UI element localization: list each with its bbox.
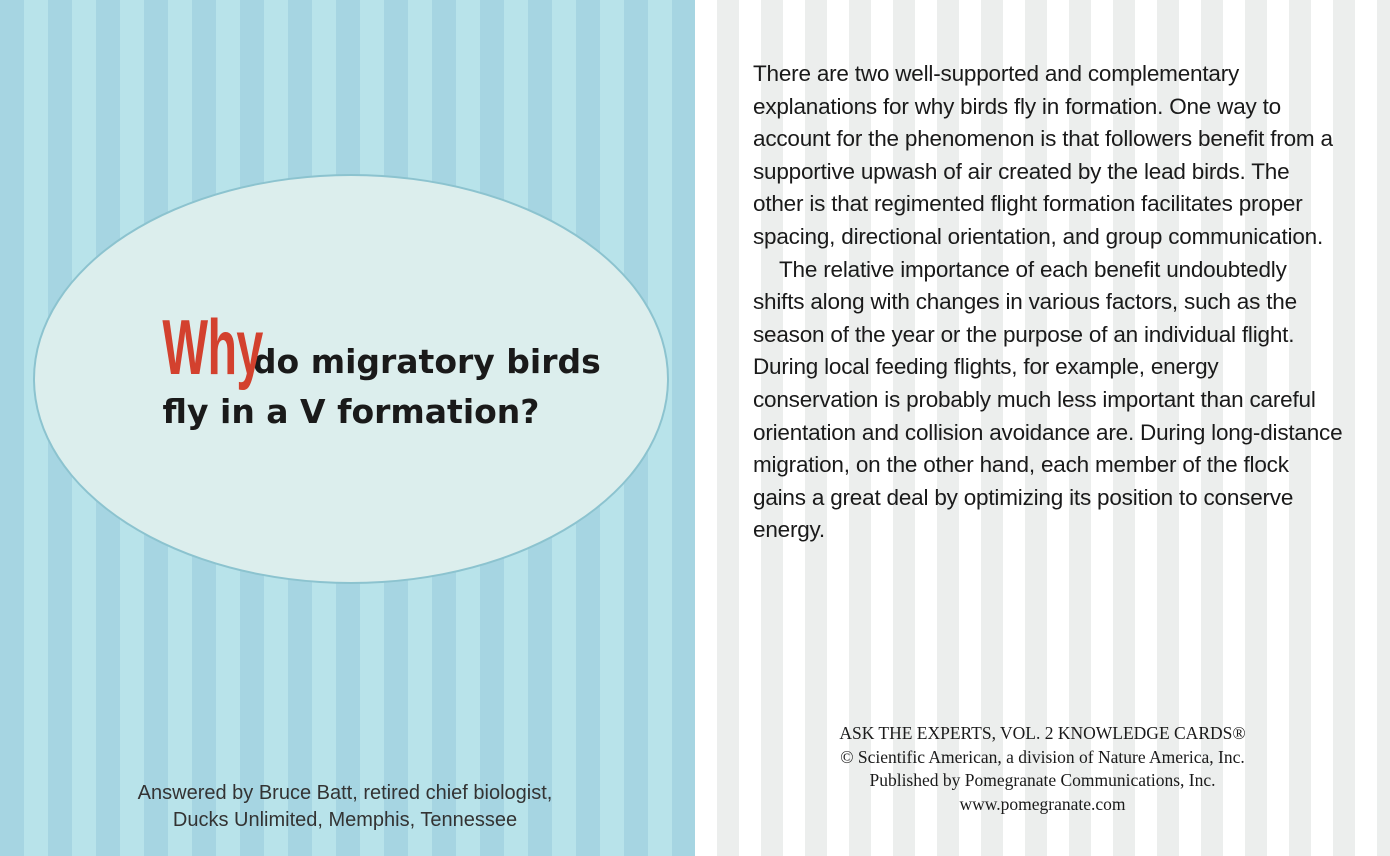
answered-by-line-1: Answered by Bruce Batt, retired chief biologist, [137, 782, 553, 804]
publisher-credits [695, 722, 1390, 816]
question-highlight-word: Why [162, 303, 263, 391]
answered-by-line-2: Ducks Unlimited, Memphis, Tennessee [172, 809, 518, 831]
question-title [33, 300, 669, 434]
answer-text [753, 58, 1343, 547]
answered-by [0, 780, 690, 834]
answer-paragraph-2: The relative importance of each benefit undoubtedly shifts along with changes in various factors, such as the season of the year or the purpose of an individual flight. During local feeding flights, for example, energy conservation is probably much less important than careful orientation and collision avoidance are. During long-distance migration, on the other hand, each member of the flock gains a great deal by optimizing its position to conserve energy. [753, 256, 1343, 543]
question-line-1: do migratory birds [252, 342, 601, 381]
credits-line-copyright: © Scientific American, a division of Nature America, Inc. [840, 746, 1245, 767]
credits-line-series: ASK THE EXPERTS, VOL. 2 KNOWLEDGE CARDS® [839, 723, 1246, 743]
card-back [695, 0, 1390, 856]
credits-line-website: www.pomegranate.com [959, 793, 1126, 814]
credits-line-publisher: Published by Pomegranate Communications, Inc. [869, 770, 1216, 790]
question-line-2: fly in a V formation? [162, 392, 540, 431]
answer-paragraph-1: There are two well-supported and complementary explanations for why birds fly in formation. One way to account for the phenomenon is that followers benefit from a supportive upwash of air created by the lead birds. The other is that regimented flight formation facilitates proper spacing, directional orientation, and group communication. [753, 61, 1333, 249]
